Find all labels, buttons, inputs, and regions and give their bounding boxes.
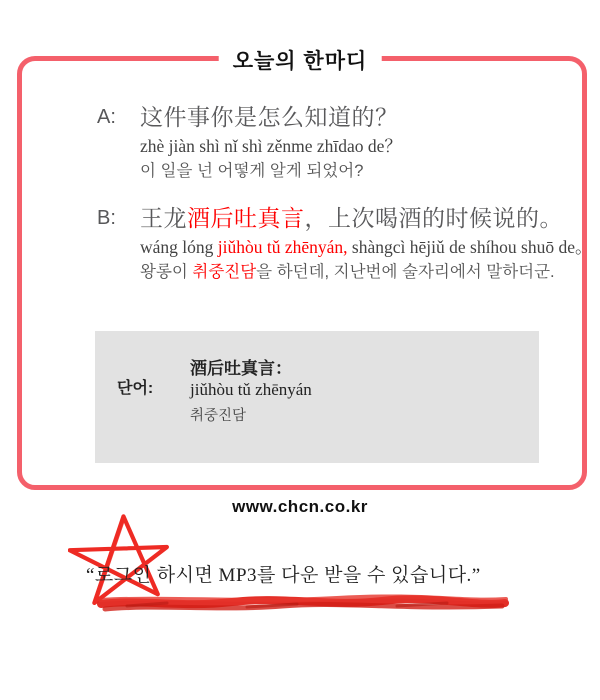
hanzi-line-a: 这件事你是怎么知道的？ — [140, 104, 399, 130]
content-frame — [17, 56, 593, 490]
dialogue — [97, 102, 593, 304]
mp3-note: “로그인 하시면 MP3를 다운 받을 수 있습니다.” — [86, 565, 481, 586]
site-url: www.chcn.co.kr — [232, 497, 368, 516]
turn-a-lines — [140, 102, 567, 182]
pinyin-line-a: zhè jiàn shì nǐ shì zěnme zhīdao de？ — [140, 136, 402, 156]
speaker-label-b: B: — [97, 207, 116, 229]
page-title: 오늘의 한마디 — [219, 45, 382, 75]
highlighted-idiom-pinyin: jiǔhòu tǔ zhēnyán, — [217, 237, 348, 257]
hanzi-line-b: 王龙酒后吐真言，上次喝酒的时候说的。 — [140, 205, 563, 231]
vocab-pinyin: jiǔhòu tǔ zhēnyán — [190, 380, 312, 399]
turn-b-lines — [140, 203, 593, 283]
dialogue-turn-b — [97, 203, 593, 283]
highlighted-idiom-hanzi: 酒后吐真言 — [187, 205, 305, 231]
vocab-hanzi: 酒后吐真言： — [190, 359, 292, 378]
korean-line-a: 이 일을 넌 어떻게 알게 되었어? — [140, 162, 364, 180]
underline-scribble-icon — [97, 594, 509, 616]
vocab-label: 단어: — [117, 380, 154, 397]
vocab-box — [95, 331, 539, 463]
vocab-content — [187, 331, 312, 463]
speaker-label-a: A: — [97, 106, 116, 128]
dialogue-turn-a — [97, 102, 567, 182]
korean-line-b: 왕롱이 취중진담을 하던데, 지난번에 술자리에서 말하더군. — [140, 263, 555, 281]
vocab-korean: 취중진담 — [190, 408, 247, 424]
highlighted-idiom-korean: 취중진담 — [192, 263, 257, 281]
pinyin-line-b: wáng lóng jiǔhòu tǔ zhēnyán, shàngcì hējiǔ de shíhou shuō de。 — [140, 237, 593, 257]
